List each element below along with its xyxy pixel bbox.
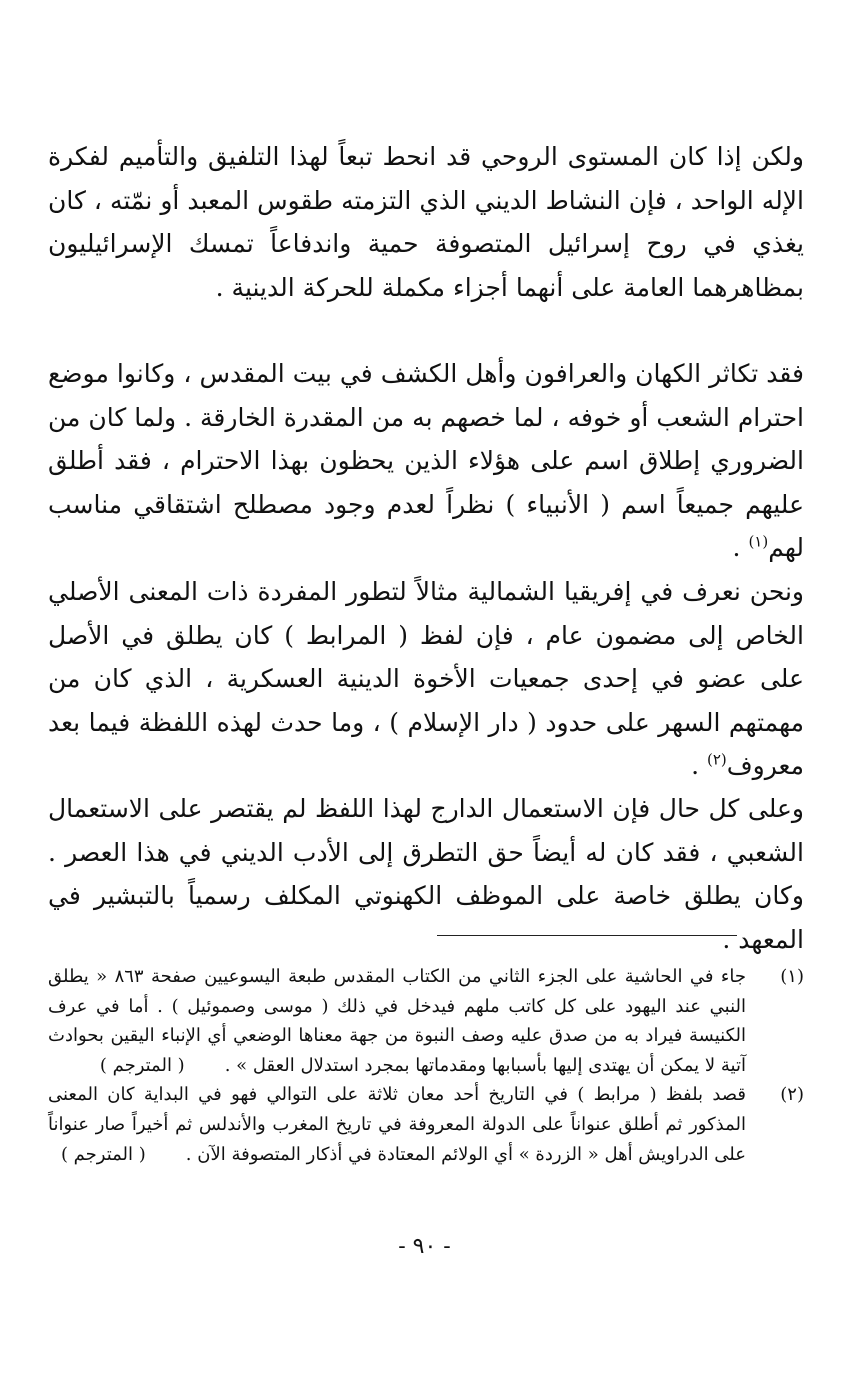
footnote-2-body — [48, 1080, 746, 1169]
footnote-1-text: جاء في الحاشية على الجزء الثاني من الكتاب المقدس طبعة اليسوعيين صفحة ٨٦٣ « يطلق النبي عند اليهود على كل كاتب ملهم فيدخل في ذلك ( موسى وصموئيل ) . أما في عرف الكنيسة فيراد به من صدق عليه وصف النبوة من جهة معناها الوضعي أي الإنباء اليقين بحوادث آتية لا يمكن أن يهتدى إليها بأسبابها ومقدماتها بمجرد استدلال العقل » . — [48, 966, 747, 1076]
footnote-divider — [437, 935, 737, 936]
page-number: - ٩٠ - — [398, 1234, 451, 1259]
footnote-1-number: (١) — [780, 966, 804, 987]
footnote-2-number: (٢) — [780, 1084, 804, 1106]
paragraph-2-end: . — [732, 533, 741, 562]
paragraph-3 — [48, 570, 804, 788]
footnote-1-body — [48, 962, 746, 1080]
paragraph-1 — [48, 135, 804, 309]
paragraph-3-text: ونحن نعرف في إفريقيا الشمالية مثالاً لتطور المفردة ذات المعنى الأصلي الخاص إلى مضمون عام ، فإن لفظ ( المرابط ) كان يطلق في الأصل على عضو في إحدى جمعيات الأخوة الدينية العسكرية ، الذي كان من مهمتهم السهر على حدود ( دار الإسلام ) ، وما حدث لهذه اللفظة فيما بعد معروف — [48, 577, 804, 780]
paragraph-3-end: . — [691, 751, 700, 780]
footnote-2-text: قصد بلفظ ( مرابط ) في التاريخ أحد معان ثلاثة على التوالي فهو في البداية كان المعنى المذكور ثم أطلق عنواناً على الدولة المعروفة في تاريخ المغرب والأندلس ثم أخيراً صار عنواناً على الدراويش أهل « الزردة » أي الولائم المعتادة في أذكار المتصوفة الآن . — [48, 1084, 746, 1165]
paragraph-4-text: وعلى كل حال فإن الاستعمال الدارج لهذا اللفظ لم يقتصر على الاستعمال الشعبي ، فقد كان له أيضاً حق التطرق إلى الأدب الديني في هذا العصر . وكان يطلق خاصة على الموظف الكهنوتي المكلف رسمياً بالتبشير في المعهد . — [48, 794, 804, 954]
paragraph-2-text: فقد تكاثر الكهان والعرافون وأهل الكشف في بيت المقدس ، وكانوا موضع احترام الشعب أو خوفه ، لما خصهم به من المقدرة الخارقة . ولما كان من الضروري إطلاق اسم على هؤلاء الذين يحظون بهذا الاحترام ، فقد أطلق عليهم جميعاً اسم ( الأنبياء ) نظراً لعدم وجود مصطلح اشتقاقي مناسب لهم — [48, 359, 804, 562]
footnote-1 — [48, 962, 804, 1080]
footnote-1-translator-tag: ( المترجم ) — [99, 1054, 185, 1076]
footnotes-section — [48, 962, 804, 1169]
footnote-2 — [48, 1080, 804, 1169]
paragraph-2 — [48, 352, 804, 570]
paragraph-1-text: ولكن إذا كان المستوى الروحي قد انحط تبعاً لهذا التلفيق والتأميم لفكرة الإله الواحد ، فإن النشاط الديني الذي التزمته طقوس المعبد أو نمّته ، كان يغذي في روح إسرائيل المتصوفة حمية واندفاعاً تمسك الإسرائيليون بمظاهرهما العامة على أنهما أجزاء مكملة للحركة الدينية . — [48, 142, 804, 302]
footnote-2-translator-tag: ( المترجم ) — [60, 1143, 146, 1165]
footnote-ref-2[interactable]: (٢) — [706, 750, 727, 769]
footnote-ref-1[interactable]: (١) — [748, 532, 769, 551]
